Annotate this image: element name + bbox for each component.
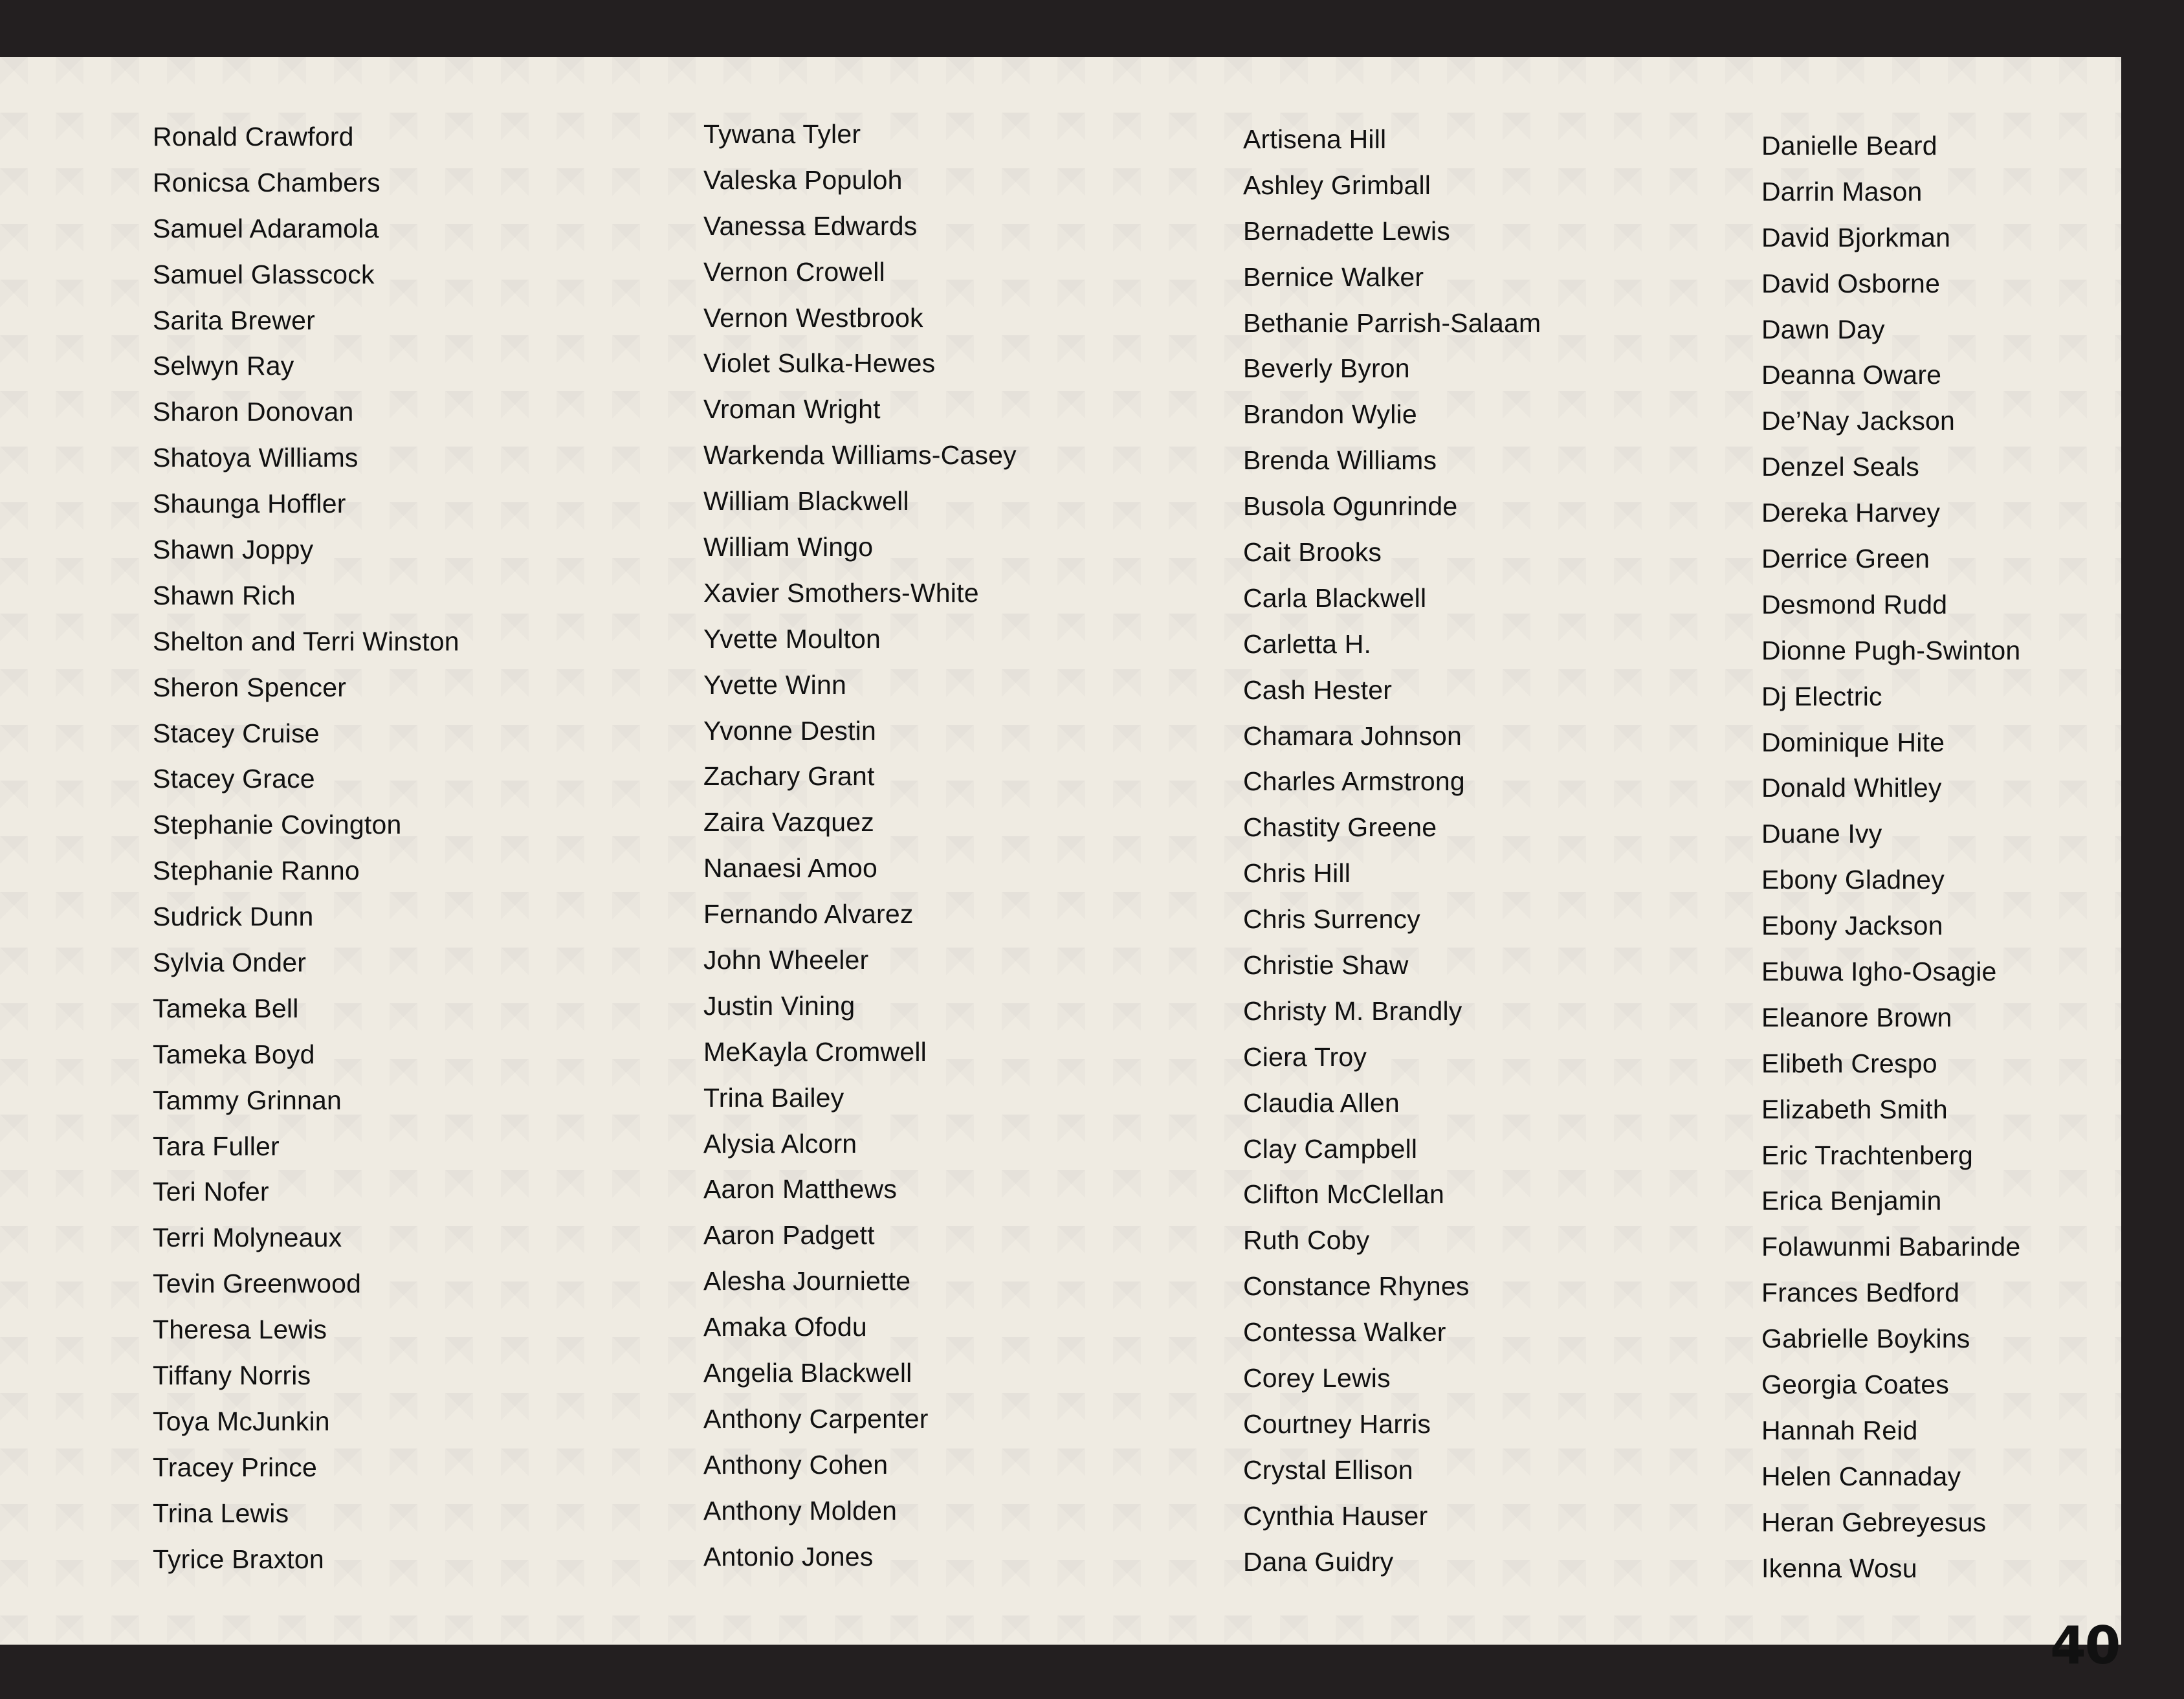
name-list-item: Selwyn Ray [153,351,294,381]
name-list-item: Tara Fuller [153,1131,280,1161]
name-list-item: Amaka Ofodu [703,1312,867,1342]
name-list-item: Carletta H. [1243,628,1372,659]
name-list-item: Shatoya Williams [153,443,358,473]
name-list-item: Gabrielle Boykins [1761,1324,1970,1354]
name-list-item: Frances Bedford [1761,1278,1960,1308]
name-list-item: Denzel Seals [1761,452,1919,482]
name-list-item: Claudia Allen [1243,1087,1400,1118]
name-list-item: Aaron Padgett [703,1220,875,1250]
name-list-item: Trina Bailey [703,1082,844,1113]
name-list-item: Tammy Grinnan [153,1085,342,1115]
name-list-item: Eleanore Brown [1761,1002,1952,1032]
name-list-item: Cynthia Hauser [1243,1500,1428,1531]
name-list-item: Anthony Carpenter [703,1403,929,1434]
name-column-1 [153,114,459,1582]
name-list-item: Shelton and Terri Winston [153,626,459,656]
name-list-item: Clifton McClellan [1243,1179,1445,1210]
name-list-item: Erica Benjamin [1761,1186,1942,1216]
name-list-item: Danielle Beard [1761,131,1937,161]
name-list-item: Tiffany Norris [153,1360,311,1391]
name-list-item: Corey Lewis [1243,1363,1391,1394]
name-list-item: Ciera Troy [1243,1041,1367,1072]
name-list-item: Vernon Crowell [703,256,885,287]
name-list-item: Tameka Boyd [153,1039,315,1069]
name-list-item: Ebony Jackson [1761,911,1943,941]
name-list-item: Chastity Greene [1243,812,1437,843]
name-list-item: Bernadette Lewis [1243,216,1451,246]
name-list-item: Teri Nofer [153,1177,269,1207]
name-list-item: Chris Surrency [1243,904,1420,935]
name-list-item: Elizabeth Smith [1761,1094,1948,1124]
name-list-item: Warkenda Williams-Casey [703,440,1017,471]
name-list-item: Ronicsa Chambers [153,167,381,197]
name-list-item: Shaunga Hoffler [153,489,346,519]
name-list-item: Cait Brooks [1243,537,1382,568]
name-column-3 [1243,117,1541,1585]
name-list-item: Ebony Gladney [1761,865,1945,895]
name-list-item: Elibeth Crespo [1761,1048,1937,1078]
name-list-item: Heran Gebreyesus [1761,1507,1987,1537]
name-list-item: Duane Ivy [1761,819,1882,849]
name-list-item: Yvette Moulton [703,623,881,654]
name-list-item: Zachary Grant [703,761,875,792]
name-list-item: Tywana Tyler [703,119,861,149]
name-list-item: Crystal Ellison [1243,1454,1413,1485]
name-list-item: Trina Lewis [153,1498,289,1528]
name-list-page [0,57,2121,1676]
name-list-item: Terri Molyneaux [153,1223,342,1253]
name-list-item: Tyrice Braxton [153,1544,324,1574]
name-list-item: Christy M. Brandly [1243,995,1462,1026]
name-column-2 [703,111,1017,1580]
name-list-item: Ronald Crawford [153,122,354,151]
name-list-item: Antonio Jones [703,1541,874,1571]
name-list-item: Xavier Smothers-White [703,577,979,608]
name-list-item: Folawunmi Babarinde [1761,1232,2021,1262]
name-list-item: Deanna Oware [1761,360,1942,390]
name-list-item: Toya McJunkin [153,1406,330,1436]
name-list-item: Valeska Populoh [703,164,903,195]
name-list-item: Eric Trachtenberg [1761,1140,1973,1170]
name-list-item: Busola Ogunrinde [1243,491,1458,522]
name-list-item: Constance Rhynes [1243,1271,1470,1302]
name-list-item: Stephanie Covington [153,810,402,840]
name-list-item: Charles Armstrong [1243,766,1465,797]
name-list-item: Fernando Alvarez [703,899,914,929]
name-list-item: Ebuwa Igho-Osagie [1761,957,1997,987]
name-list-item: Dionne Pugh-Swinton [1761,635,2021,665]
name-list-item: Clay Campbell [1243,1133,1418,1164]
name-list-item: David Osborne [1761,268,1941,298]
name-list-item: Shawn Joppy [153,535,314,565]
name-list-item: Dana Guidry [1243,1546,1394,1577]
name-list-item: Sharon Donovan [153,397,354,427]
name-list-item: William Blackwell [703,486,909,516]
name-list-item: Samuel Glasscock [153,259,375,289]
name-list-item: Stacey Cruise [153,718,320,748]
name-list-item: Cash Hester [1243,674,1393,705]
name-list-item: Dominique Hite [1761,727,1945,757]
page-number: 40 [2050,1616,2120,1676]
name-list-item: Tameka Bell [153,993,299,1023]
name-list-item: Alesha Journiette [703,1266,911,1296]
name-list-item: Alysia Alcorn [703,1128,857,1159]
name-list-item: Samuel Adaramola [153,213,379,243]
name-list-item: Stacey Grace [153,764,315,794]
name-list-item: Brandon Wylie [1243,399,1417,430]
name-list-item: Georgia Coates [1761,1370,1949,1400]
name-list-item: Desmond Rudd [1761,589,1948,619]
name-list-item: Tracey Prince [153,1452,317,1482]
name-list-item: Brenda Williams [1243,445,1437,476]
name-list-item: Vanessa Edwards [703,210,918,241]
name-list-item: Ruth Coby [1243,1225,1370,1256]
name-list-item: David Bjorkman [1761,222,1951,252]
name-list-item: Tevin Greenwood [153,1269,362,1299]
name-list-item: Artisena Hill [1243,124,1387,154]
name-list-item: Donald Whitley [1761,773,1942,803]
name-list-item: Bethanie Parrish-Salaam [1243,307,1541,338]
name-list-item: William Wingo [703,532,874,562]
name-list-item: Violet Sulka-Hewes [703,348,936,379]
name-list-item: Courtney Harris [1243,1408,1431,1439]
name-list-item: Bernice Walker [1243,261,1424,292]
name-list-item: Shawn Rich [153,580,296,610]
name-list-item: Theresa Lewis [153,1315,327,1345]
name-list-item: Yvonne Destin [703,715,876,746]
name-list-item: Vroman Wright [703,394,881,425]
name-column-4 [1761,123,2020,1592]
name-list-item: Darrin Mason [1761,176,1923,206]
name-list-item: Anthony Cohen [703,1449,888,1480]
name-list-item: Aaron Matthews [703,1174,898,1205]
name-list-item: Beverly Byron [1243,353,1410,384]
name-list-item: Sarita Brewer [153,305,315,335]
name-list-item: Zaira Vazquez [703,807,874,838]
name-list-item: Ashley Grimball [1243,170,1431,200]
name-list-item: Hannah Reid [1761,1415,1918,1445]
name-list-item: Helen Cannaday [1761,1461,1961,1491]
name-list-item: Sheron Spencer [153,672,347,702]
name-list-item: Nanaesi Amoo [703,853,878,883]
name-list-item: Dereka Harvey [1761,498,1941,528]
name-list-item: Angelia Blackwell [703,1358,912,1388]
name-list-item: MeKayla Cromwell [703,1036,927,1067]
name-list-item: Sudrick Dunn [153,902,314,932]
name-list-item: Carla Blackwell [1243,583,1427,613]
name-list-item: Contessa Walker [1243,1317,1446,1348]
name-list-item: Dawn Day [1761,314,1885,344]
name-list-item: Stephanie Ranno [153,856,360,886]
name-list-item: Vernon Westbrook [703,302,923,333]
name-list-item: Christie Shaw [1243,950,1409,981]
name-list-item: Derrice Green [1761,544,1930,574]
name-list-item: Sylvia Onder [153,948,307,978]
name-list-item: Dj Electric [1761,681,1882,711]
name-list-item: Ikenna Wosu [1761,1553,1917,1583]
name-list-item: Yvette Winn [703,669,846,700]
name-list-item: Justin Vining [703,990,855,1021]
name-list-item: Chris Hill [1243,858,1351,889]
name-list-item: Chamara Johnson [1243,720,1462,751]
name-list-item: Anthony Molden [703,1495,898,1526]
name-list-item: John Wheeler [703,945,869,975]
name-list-item: De’Nay Jackson [1761,406,1956,436]
